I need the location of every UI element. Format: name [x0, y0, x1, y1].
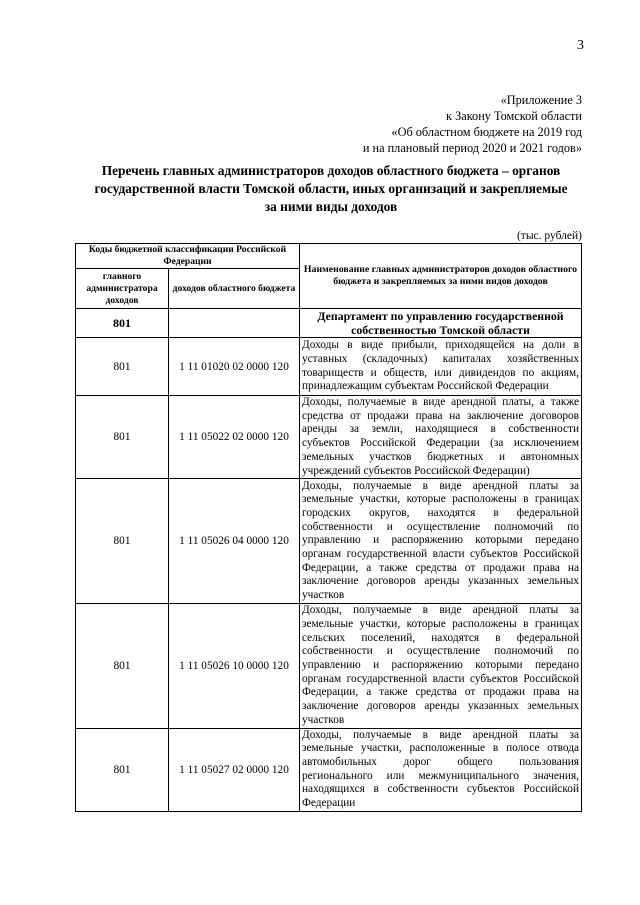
revenue-administrators-table: [75, 243, 582, 812]
table-row: [76, 604, 582, 728]
department-name-cell: Департамент по управлению государственной собственностью Томской области: [300, 309, 582, 338]
appendix-reference: [363, 92, 582, 156]
admin-code-cell: 801: [76, 479, 169, 604]
admin-code-cell: 801: [76, 338, 169, 396]
page-number: 3: [577, 38, 584, 53]
revenue-code-cell: [169, 309, 300, 338]
header-admin-code: главного администратора доходов: [76, 269, 169, 309]
revenue-name-cell: Доходы, получаемые в виде арендной платы, а также средства от продажи права на заключение договоров аренды за земли, находящиеся в собственности субъектов Российской Федерации (за исключением земельных участков бюджетных и автономных учреждений субъектов Российской Федерации): [300, 396, 582, 479]
appendix-line: «Об областном бюджете на 2019 год: [391, 125, 582, 139]
department-row: [76, 309, 582, 338]
table-row: [76, 396, 582, 479]
admin-code-cell: 801: [76, 728, 169, 811]
title-line: Перечень главных администраторов доходов областного бюджета – органов: [101, 163, 561, 178]
header-revenue-code: доходов областного бюджета: [169, 269, 300, 309]
title-line: за ними виды доходов: [264, 199, 398, 214]
revenue-code-cell: 1 11 05027 02 0000 120: [169, 728, 300, 811]
appendix-line: и на плановый период 2020 и 2021 годов»: [362, 141, 582, 155]
revenue-code-cell: 1 11 05022 02 0000 120: [169, 396, 300, 479]
appendix-line: к Закону Томской области: [446, 109, 582, 123]
table-row: [76, 479, 582, 604]
admin-code-cell: 801: [76, 604, 169, 728]
units-note: (тыс. рублей): [516, 230, 582, 242]
header-admin-name: Наименование главных администраторов доходов областного бюджета и закрепляемых за ними видов доходов: [300, 244, 582, 309]
header-codes-group: Коды бюджетной классификации Российской Федерации: [76, 244, 300, 269]
revenue-code-cell: 1 11 05026 10 0000 120: [169, 604, 300, 728]
table-row: [76, 338, 582, 396]
revenue-name-cell: Доходы, получаемые в виде арендной платы за земельные участки, расположенные в полосе отвода автомобильных дорог общего пользования регионального или межмуниципального значения, находящихся в собственности субъектов Российской Федерации: [300, 728, 582, 811]
table-row: [76, 728, 582, 811]
document-title: [78, 162, 584, 216]
title-line: государственной власти Томской области, иных организаций и закрепляемые: [94, 181, 568, 196]
revenue-name-cell: Доходы, получаемые в виде арендной платы за земельные участки, которые расположены в границах сельских поселений, находятся в федеральной собственности и осуществление полномочий по управлению и распоряжению которыми передано органам государственной власти субъектов Российской Федерации, а также средства от продажи права на заключение договоров аренды указанных земельных участков: [300, 604, 582, 728]
revenue-name-cell: Доходы, получаемые в виде арендной платы за земельные участки, которые расположены в границах городских округов, находятся в федеральной собственности и осуществление полномочий по управлению и распоряжению которыми передано органам государственной власти субъектов Российской Федерации, а также средства от продажи права на заключение договоров аренды указанных земельных участков: [300, 479, 582, 604]
admin-code-cell: 801: [76, 396, 169, 479]
revenue-code-cell: 1 11 01020 02 0000 120: [169, 338, 300, 396]
revenue-name-cell: Доходы в виде прибыли, приходящейся на доли в уставных (складочных) капиталах хозяйственных товариществ и обществ, или дивидендов по акциям, принадлежащим субъектам Российской Федерации: [300, 338, 582, 396]
appendix-line: «Приложение 3: [500, 93, 582, 107]
admin-code-cell: 801: [76, 309, 169, 338]
revenue-code-cell: 1 11 05026 04 0000 120: [169, 479, 300, 604]
